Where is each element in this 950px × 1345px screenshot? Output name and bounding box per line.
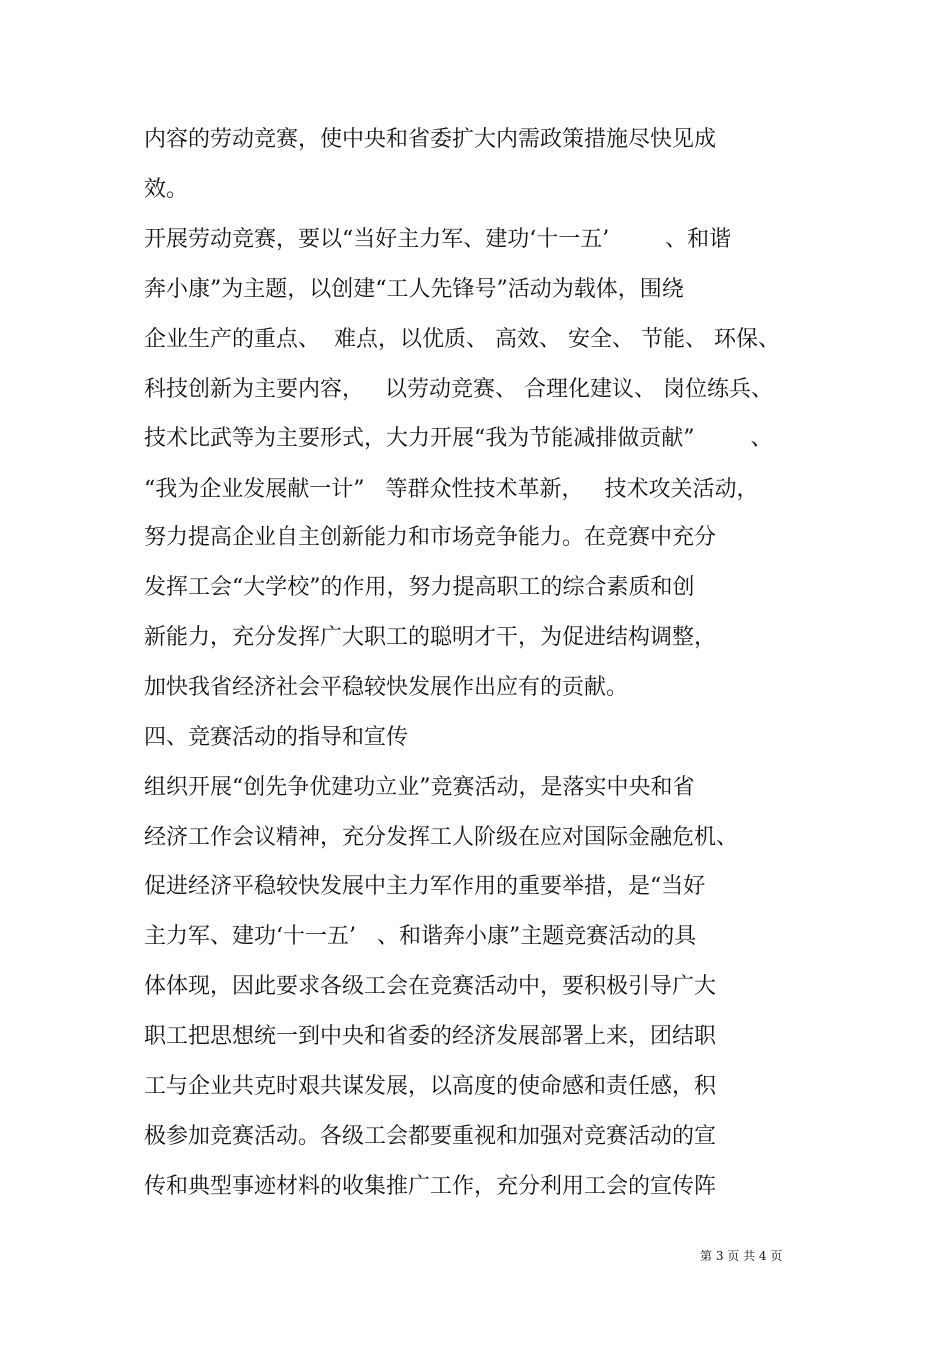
body-line: 主力军、建功‘十一五’ 、和谐奔小康”主题竞赛活动的具 [144, 924, 697, 949]
body-line: “我为企业发展献一计” 等群众性技术革新， 技术攻关活动， [144, 477, 759, 502]
body-line: 开展劳动竞赛，要以“当好主力军、建功‘十一五’ 、和谐 [144, 227, 732, 252]
body-line: 奔小康”为主题，以创建“工人先锋号”活动为载体，围绕 [144, 277, 684, 302]
body-line: 经济工作会议精神，充分发挥工人阶级在应对国际金融危机、 [144, 825, 739, 850]
section-heading: 四、竞赛活动的指导和宣传 [144, 725, 409, 750]
body-line: 组织开展“创先争优建功立业”竞赛活动，是落实中央和省 [144, 775, 695, 800]
body-line: 企业生产的重点、 难点，以优质、 高效、 安全、 节能、 环保、 [144, 327, 780, 352]
page-number: 第 3 页 共 4 页 [700, 1249, 783, 1263]
body-line: 努力提高企业自主创新能力和市场竞争能力。在竞赛中充分 [144, 525, 717, 550]
body-line: 极参加竞赛活动。各级工会都要重视和加强对竞赛活动的宣 [144, 1124, 717, 1149]
body-line: 传和典型事迹材料的收集推广工作，充分利用工会的宣传阵 [144, 1174, 717, 1199]
body-line: 新能力，充分发挥广大职工的聪明才干，为促进结构调整， [144, 625, 717, 650]
body-line: 发挥工会“大学校”的作用，努力提高职工的综合素质和创 [144, 575, 695, 600]
body-line: 技术比武等为主要形式，大力开展“我为节能减排做贡献” 、 [144, 426, 773, 451]
body-line: 效。 [144, 177, 189, 202]
body-line: 工与企业共克时艰共谋发展，以高度的使命感和责任感，积 [144, 1074, 717, 1099]
body-line: 职工把思想统一到中央和省委的经济发展部署上来，团结职 [144, 1024, 717, 1049]
body-line: 促进经济平稳较快发展中主力军作用的重要举措，是“当好 [144, 874, 706, 899]
body-line: 加快我省经济社会平稳较快发展作出应有的贡献。 [144, 675, 629, 700]
body-line: 体体现，因此要求各级工会在竞赛活动中，要积极引导广大 [144, 974, 717, 999]
body-line: 内容的劳动竞赛，使中央和省委扩大内需政策措施尽快见成 [144, 127, 717, 152]
body-line: 科技创新为主要内容， 以劳动竞赛、 合理化建议、 岗位练兵、 [144, 377, 773, 402]
